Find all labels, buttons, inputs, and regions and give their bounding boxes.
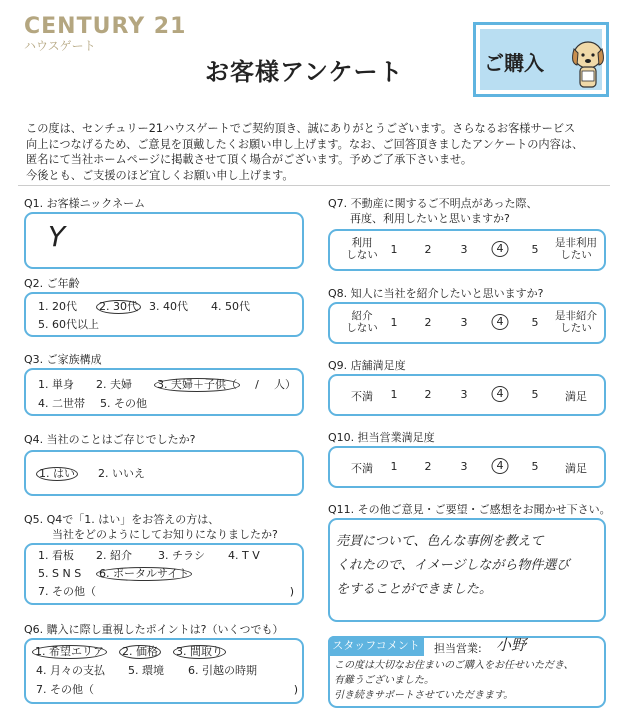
badge-label: ご購入: [484, 51, 544, 75]
q11-answer: [336, 530, 569, 602]
q11-answer-box: [328, 518, 606, 622]
q8-scale-2: 2: [424, 316, 432, 329]
q5-option-7: 7. その他（: [38, 585, 96, 598]
q2-option-3: 3. 40代: [149, 300, 188, 313]
q7-label-2: 再度、利用したいと思いますか?: [350, 212, 510, 225]
q5-option-5: 5. S N S: [38, 567, 82, 580]
q5-option-1: 1. 看板: [38, 549, 74, 562]
q6-option-2-selected: 2. 価格: [119, 645, 161, 659]
q6-option-6: 6. 引越の時期: [188, 664, 257, 677]
q4-answer-box: [24, 450, 304, 496]
q9-scale-2: 2: [424, 388, 432, 401]
q9-scale-4-selected: 4: [492, 386, 509, 402]
q10-scale-5: 5: [531, 460, 539, 473]
q8-scale-1: 1: [390, 316, 398, 329]
q6-option-3-selected: 3. 間取り: [173, 645, 226, 659]
q5-option-7-close: ): [289, 585, 294, 598]
q8-scale-box: [328, 302, 606, 344]
q8-label: Q8. 知人に当社を紹介したいと思いますか?: [328, 287, 544, 300]
q6-option-7-close: ): [293, 683, 298, 696]
intro-text: [26, 121, 616, 183]
q2-label: Q2. ご年齢: [24, 277, 80, 290]
q4-option-2: 2. いいえ: [98, 467, 145, 480]
q3-answer-box: [24, 368, 304, 416]
q8-scale-5: 5: [531, 316, 539, 329]
intro-line: 今後とも、ご支援のほど宜しくお願い申し上げます。: [26, 168, 294, 182]
staff-comment-line: この度は大切なお住まいのご購入をお任せいただき、: [334, 660, 574, 671]
q6-label: Q6. 購入に際し重視したポイントは?（いくつでも）: [24, 623, 284, 636]
q10-scale-box: [328, 446, 606, 488]
q1-answer: Y: [48, 220, 66, 253]
q9-scale-3: 3: [460, 388, 468, 401]
q9-low-label: 不満: [351, 390, 373, 403]
q2-answer-box: [24, 292, 304, 337]
q5-answer-box: [24, 543, 304, 605]
q5-option-2: 2. 紹介: [96, 549, 132, 562]
q9-scale-box: [328, 374, 606, 416]
q7-high-label: 是非利用 したい: [555, 237, 597, 261]
q3-option-1: 1. 単身: [38, 378, 74, 391]
q7-label: Q7. 不動産に関するご不明点があった際、: [328, 197, 538, 210]
q5-option-4: 4. T V: [228, 549, 260, 562]
q10-label: Q10. 担当営業満足度: [328, 431, 435, 444]
q2-option-1: 1. 20代: [38, 300, 77, 313]
q11-answer-line: をすることができました。: [336, 582, 493, 597]
dog-mascot-icon: [568, 33, 608, 93]
q5-option-6-selected: 6. ポータルサイト: [96, 567, 192, 581]
q5-label-2: 当社をどのようにしてお知りになりましたか?: [52, 528, 278, 541]
q11-answer-line: 売買について、色んな事例を教えて: [336, 534, 544, 549]
q2-option-2-selected: 2. 30代: [96, 300, 141, 314]
q3-option-5: 5. その他: [100, 397, 147, 410]
q7-scale-3: 3: [460, 243, 468, 256]
q11-answer-line: くれたので、イメージしながら物件選び: [336, 558, 570, 573]
q9-scale-1: 1: [390, 388, 398, 401]
q7-scale-1: 1: [390, 243, 398, 256]
q1-answer-box: [24, 212, 304, 269]
q3-count-slash: /: [255, 378, 259, 391]
q6-answer-box: [24, 638, 304, 704]
divider: [18, 185, 610, 186]
q3-option-4: 4. 二世帯: [38, 397, 85, 410]
logo: [24, 14, 186, 54]
page-title: お客様アンケート: [205, 58, 404, 86]
staff-comment-tab: スタッフコメント: [328, 636, 424, 656]
q2-option-4: 4. 50代: [211, 300, 250, 313]
logo-main: CENTURY 21: [24, 14, 187, 39]
q3-option-2: 2. 夫婦: [96, 378, 132, 391]
q3-option-3-selected: 3. 夫婦＋子供（: [154, 378, 240, 392]
q10-scale-2: 2: [424, 460, 432, 473]
intro-line: 匿名にて当社ホームページに掲載させて頂く場合がございます。予めご了承下さいませ。: [26, 153, 473, 166]
intro-line: 向上につなげるため、ご意見を頂戴したくお願い申し上げます。なお、ご回答頂きましたアンケートの内容は、: [26, 137, 584, 151]
staff-comment: [334, 658, 574, 703]
staff-comment-line: 有難うございました。: [334, 675, 434, 686]
q7-scale-box: [328, 229, 606, 271]
q3-count-unit: 人）: [274, 378, 296, 391]
q9-label: Q9. 店舗満足度: [328, 359, 406, 372]
staff-person-label: 担当営業:: [434, 642, 482, 655]
q3-label: Q3. ご家族構成: [24, 353, 102, 366]
q1-label: Q1. お客様ニックネーム: [24, 197, 146, 210]
q7-low-label: 利用 しない: [346, 237, 378, 261]
q10-low-label: 不満: [351, 462, 373, 475]
staff-comment-line: 引き続きサポートさせていただきます。: [334, 690, 514, 701]
q6-option-7: 7. その他（: [36, 683, 94, 696]
q9-scale-5: 5: [531, 388, 539, 401]
q9-high-label: 満足: [565, 390, 587, 403]
q10-scale-1: 1: [390, 460, 398, 473]
q5-label: Q5. Q4で「1. はい」をお答えの方は、: [24, 513, 220, 526]
q4-label: Q4. 当社のことはご存じでしたか?: [24, 433, 196, 446]
q7-scale-4-selected: 4: [492, 241, 509, 257]
q6-option-1-selected: 1. 希望エリア: [32, 645, 107, 659]
q8-low-label: 紹介 しない: [346, 310, 378, 334]
q10-scale-4-selected: 4: [492, 458, 509, 474]
purchase-badge: [473, 22, 609, 97]
q8-scale-4-selected: 4: [492, 314, 509, 330]
q6-option-4: 4. 月々の支払: [36, 664, 105, 677]
logo-sub: ハウスゲート: [24, 39, 96, 53]
q8-high-label: 是非紹介 したい: [555, 310, 597, 334]
q8-scale-3: 3: [460, 316, 468, 329]
q2-option-5: 5. 60代以上: [38, 318, 99, 331]
q11-label: Q11. その他ご意見・ご要望・ご感想をお聞かせ下さい。: [328, 503, 611, 516]
q6-option-5: 5. 環境: [128, 664, 164, 677]
q4-option-1-selected: 1. はい: [36, 467, 78, 481]
q7-scale-5: 5: [531, 243, 539, 256]
intro-line: この度は、センチュリー21ハウスゲートでご契約頂き、誠にありがとうございます。さらなるお客様サービス: [26, 122, 576, 135]
q7-scale-2: 2: [424, 243, 432, 256]
staff-person-name: 小野: [496, 636, 527, 654]
q5-option-3: 3. チラシ: [158, 549, 205, 562]
q10-scale-3: 3: [460, 460, 468, 473]
q10-high-label: 満足: [565, 462, 587, 475]
